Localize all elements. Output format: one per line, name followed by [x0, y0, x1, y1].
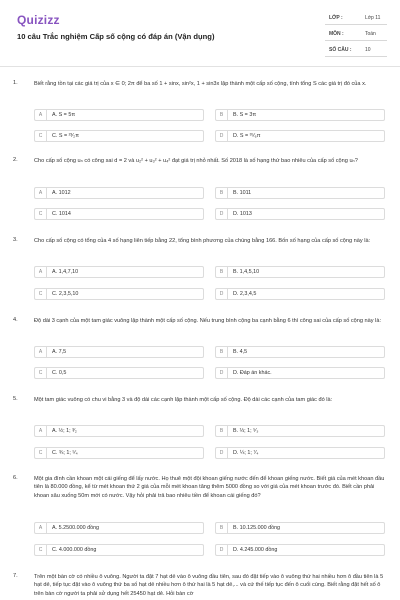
option-text: B. 1011 [233, 190, 252, 196]
option-letter: D [216, 448, 228, 459]
option-text: B. S = 3π [233, 112, 257, 118]
option-text: A. 5.2500.000 đồng [52, 525, 100, 531]
option-text: D. 2,3,4,5 [233, 291, 257, 297]
worksheet-header [0, 0, 400, 62]
option-text: D. ¼; 1; ⁷⁄₄ [233, 450, 259, 456]
option-text: C. 2,3,5,10 [52, 291, 79, 297]
option-letter: B [216, 110, 228, 121]
question-text: Trên một bàn cờ có nhiều ô vuông. Người ta đặt 7 hạt dẻ vào ô vuông đầu tiên, sau đó đặt tiếp vào ô vuông thứ hai nhiều hơn ô đầu tiên là 5 hạt dẻ, tiếp tục đặt vào ô vuông thứ ba số hạt dẻ nhiều hơn ô thứ hai là 5 hạt dẻ,... và cứ thế tiếp tục đến ô cuối cùng. Biết rằng đặt hết số ô trên bàn cờ người ta phải sử dụng hết 25450 hạt dẻ. Hỏi bàn cờ [34, 574, 384, 597]
q2-option-c[interactable] [34, 208, 204, 220]
option-letter: A [35, 267, 47, 278]
header-divider [0, 66, 400, 67]
option-letter: C [35, 209, 47, 220]
q5-option-d[interactable] [215, 447, 385, 459]
question-7 [0, 573, 400, 600]
option-text: D. 4.245.000 đồng [233, 547, 278, 553]
subject-value: Toán [365, 31, 376, 37]
class-label: LỚP : [329, 15, 343, 21]
divider [325, 24, 387, 25]
question-text: Một tam giác vuông có chu vi bằng 3 và độ dài các cạnh lập thành một cấp số cộng. Độ dài các cạnh của tam giác đó là: [34, 397, 333, 403]
option-letter: B [216, 267, 228, 278]
option-letter: B [216, 523, 228, 534]
option-text: A. ½; 1; ³⁄₂ [52, 428, 77, 434]
option-text: D. 1013 [233, 211, 252, 217]
q4-option-c[interactable] [34, 367, 204, 379]
question-text: Biết rằng tồn tại các giá trị của x ∈ 0; 2π để ba số 1 + sinx, sin²x, 1 + sin3x lập thành một cấp số cộng, tính tổng S các giá trị đó của x. [34, 81, 367, 87]
q4-option-d[interactable] [215, 367, 385, 379]
option-letter: B [216, 347, 228, 358]
option-text: B. 4,5 [233, 349, 248, 355]
q3-option-c[interactable] [34, 288, 204, 300]
option-letter: D [216, 545, 228, 556]
page-title: 10 câu Trắc nghiệm Cấp số cộng có đáp án (Vận dụng) [17, 32, 215, 41]
question-text: Cho cấp số cộng uₙ có công sai d = 2 và u₂² + u₃² + u₄² đạt giá trị nhỏ nhất. Số 2018 là số hạng thứ bao nhiêu của cấp số cộng uₙ? [34, 158, 358, 164]
option-letter: C [35, 289, 47, 300]
option-text: C. 4.000.000 đồng [52, 547, 97, 553]
option-letter: C [35, 131, 47, 142]
option-text: D. S = ³⁵⁄₆π [233, 133, 261, 139]
question-number: 2. [13, 157, 18, 163]
question-text: Một gia đình cần khoan một cái giếng để lấy nước. Họ thuê một đội khoan giếng nước đến để khoan giếng nước. Biết giá của mét khoan đầu tiên là 80.000 đồng, kể từ mét khoan thứ 2 giá của mỗi mét khoan tăng thêm 5000 đồng so với giá của mét khoan trước đó. Biết cần phải khoan sâu xuống 50m mới có nước. Vậy hỏi phải trả bao nhiêu tiền để khoan cái giếng đó? [34, 476, 385, 499]
option-letter: D [216, 131, 228, 142]
option-letter: A [35, 523, 47, 534]
option-letter: D [216, 368, 228, 379]
count-value: 10 [365, 47, 371, 53]
option-text: C. S = ²³⁄₂π [52, 133, 79, 139]
q5-option-b[interactable] [215, 425, 385, 437]
q6-option-a[interactable] [34, 522, 204, 534]
option-letter: D [216, 289, 228, 300]
count-label: SỐ CÂU : [329, 47, 352, 53]
option-text: B. ⅓; 1; ⁵⁄₃ [233, 428, 259, 434]
option-text: B. 1,4,5,10 [233, 269, 260, 275]
q4-option-b[interactable] [215, 346, 385, 358]
option-text: A. 7,5 [52, 349, 67, 355]
option-text: C. 0,5 [52, 370, 67, 376]
option-text: A. 1012 [52, 190, 71, 196]
q1-option-b[interactable] [215, 109, 385, 121]
option-letter: B [216, 426, 228, 437]
q1-option-c[interactable] [34, 130, 204, 142]
divider [325, 56, 387, 57]
q4-option-a[interactable] [34, 346, 204, 358]
q3-option-d[interactable] [215, 288, 385, 300]
q1-option-d[interactable] [215, 130, 385, 142]
question-number: 6. [13, 475, 18, 481]
q6-option-d[interactable] [215, 544, 385, 556]
option-letter: C [35, 545, 47, 556]
q2-option-a[interactable] [34, 187, 204, 199]
question-number: 3. [13, 237, 18, 243]
option-letter: D [216, 209, 228, 220]
question-text: Cho cấp số cộng có tổng của 4 số hạng liên tiếp bằng 22, tổng bình phương của chúng bằng 166. Bốn số hạng của cấp số cộng này là: [34, 238, 371, 244]
option-text: B. 10.125.000 đồng [233, 525, 281, 531]
question-number: 7. [13, 573, 18, 579]
option-text: A. S = 5π [52, 112, 76, 118]
option-text: D. Đáp án khác. [233, 370, 272, 376]
option-letter: A [35, 347, 47, 358]
question-number: 1. [13, 80, 18, 86]
q5-option-a[interactable] [34, 425, 204, 437]
option-letter: B [216, 188, 228, 199]
divider [325, 40, 387, 41]
q6-option-c[interactable] [34, 544, 204, 556]
q2-option-b[interactable] [215, 187, 385, 199]
question-number: 4. [13, 317, 18, 323]
option-letter: C [35, 368, 47, 379]
quizizz-logo[interactable]: Quizizz [17, 13, 60, 27]
option-text: A. 1,4,7,10 [52, 269, 79, 275]
option-text: C. ¾; 1; ⁵⁄₄ [52, 450, 78, 456]
q3-option-a[interactable] [34, 266, 204, 278]
q6-option-b[interactable] [215, 522, 385, 534]
q2-option-d[interactable] [215, 208, 385, 220]
subject-label: MÔN : [329, 31, 344, 37]
question-text: Độ dài 3 cạnh của một tam giác vuông lập thành một cấp số cộng. Nếu trung bình cộng ba cạnh bằng 6 thì công sai của cấp số cộng này là: [34, 318, 382, 324]
option-letter: C [35, 448, 47, 459]
class-value: Lớp 11 [365, 15, 381, 21]
option-text: C. 1014 [52, 211, 71, 217]
option-letter: A [35, 110, 47, 121]
question-number: 5. [13, 396, 18, 402]
option-letter: A [35, 426, 47, 437]
q3-option-b[interactable] [215, 266, 385, 278]
q1-option-a[interactable] [34, 109, 204, 121]
q5-option-c[interactable] [34, 447, 204, 459]
option-letter: A [35, 188, 47, 199]
